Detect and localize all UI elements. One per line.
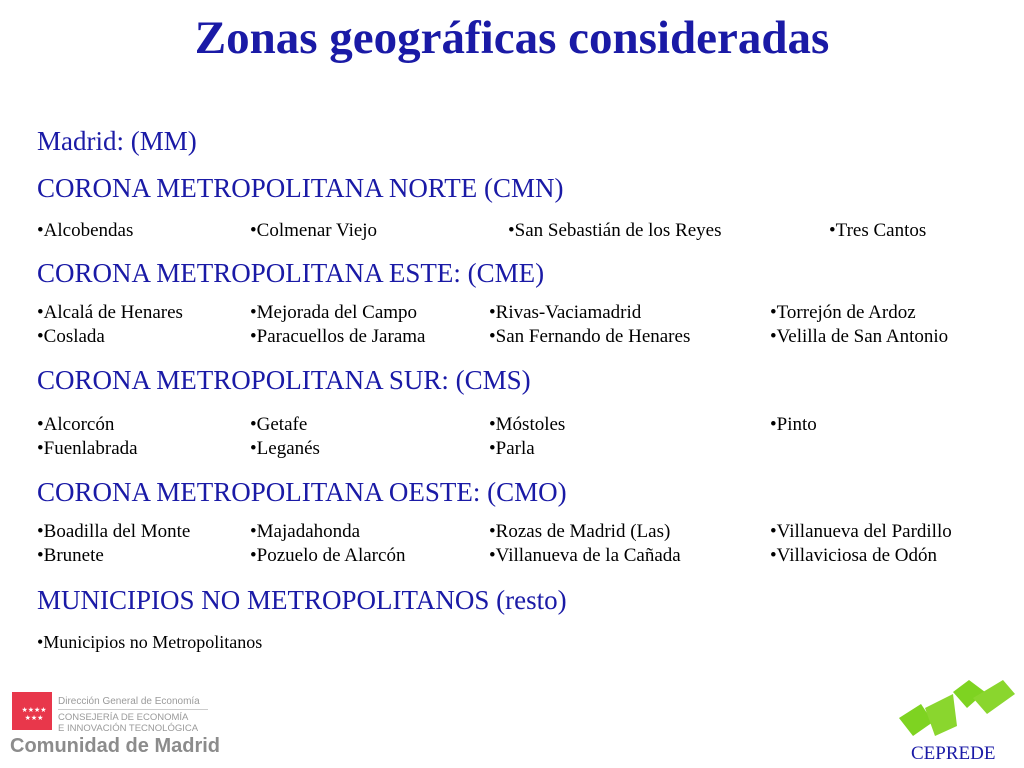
- heading-cmn: CORONA METROPOLITANA NORTE (CMN): [37, 173, 564, 203]
- cepred-name: CEPREDE: [911, 743, 996, 764]
- logo-line-direccion: Dirección General de Economía: [58, 696, 200, 707]
- heading-madrid: Madrid: (MM): [37, 126, 197, 156]
- page-title: Zonas geográficas consideradas: [194, 12, 830, 64]
- heading-cms: CORONA METROPOLITANA SUR: (CMS): [37, 365, 531, 395]
- list-item: •Boadilla del Monte: [37, 521, 191, 542]
- stars-icon: ★★★★ ★★★: [21, 706, 47, 722]
- list-item: •Alcalá de Henares: [37, 302, 183, 323]
- comunidad-madrid-logo: [10, 688, 260, 760]
- list-item: •Pozuelo de Alarcón: [250, 545, 406, 566]
- list-item: •Torrejón de Ardoz: [770, 302, 916, 323]
- logo-divider: [58, 709, 208, 710]
- list-item: •Rivas-Vaciamadrid: [489, 302, 642, 323]
- heading-resto: MUNICIPIOS NO METROPOLITANOS (resto): [37, 585, 567, 615]
- list-item: •Paracuellos de Jarama: [250, 326, 426, 347]
- heading-cme: CORONA METROPOLITANA ESTE: (CME): [37, 258, 545, 288]
- list-item: •Fuenlabrada: [37, 438, 138, 459]
- list-item: •San Fernando de Henares: [489, 326, 691, 347]
- cepred-logo: [895, 678, 1020, 766]
- list-item: •Colmenar Viejo: [250, 220, 378, 241]
- heading-cmo: CORONA METROPOLITANA OESTE: (CMO): [37, 477, 567, 507]
- list-item: •San Sebastián de los Reyes: [508, 220, 722, 241]
- list-item: •Parla: [489, 438, 535, 459]
- list-item: •Alcorcón: [37, 414, 115, 435]
- list-item: •Alcobendas: [37, 220, 134, 241]
- list-item: •Coslada: [37, 326, 105, 347]
- list-item: •Tres Cantos: [829, 220, 927, 241]
- list-item: •Brunete: [37, 545, 104, 566]
- madrid-flag-icon: [12, 692, 52, 730]
- list-item: •Velilla de San Antonio: [770, 326, 949, 347]
- list-item: •Pinto: [770, 414, 817, 435]
- list-item: •Villanueva de la Cañada: [489, 545, 681, 566]
- logo-line-innovacion: E INNOVACIÓN TECNOLÓGICA: [58, 723, 199, 734]
- logo-name-comunidad: Comunidad de Madrid: [10, 735, 220, 757]
- cepred-shapes-icon: [895, 678, 1020, 744]
- list-item: •Majadahonda: [250, 521, 361, 542]
- list-item: •Móstoles: [489, 414, 566, 435]
- list-item: •Mejorada del Campo: [250, 302, 418, 323]
- list-item: •Rozas de Madrid (Las): [489, 521, 671, 542]
- list-item: •Leganés: [250, 438, 320, 459]
- list-item: •Villanueva del Pardillo: [770, 521, 952, 542]
- list-item: •Municipios no Metropolitanos: [37, 632, 263, 652]
- logo-line-consejeria: CONSEJERÍA DE ECONOMÍA: [58, 712, 189, 723]
- list-item: •Getafe: [250, 414, 308, 435]
- list-item: •Villaviciosa de Odón: [770, 545, 937, 566]
